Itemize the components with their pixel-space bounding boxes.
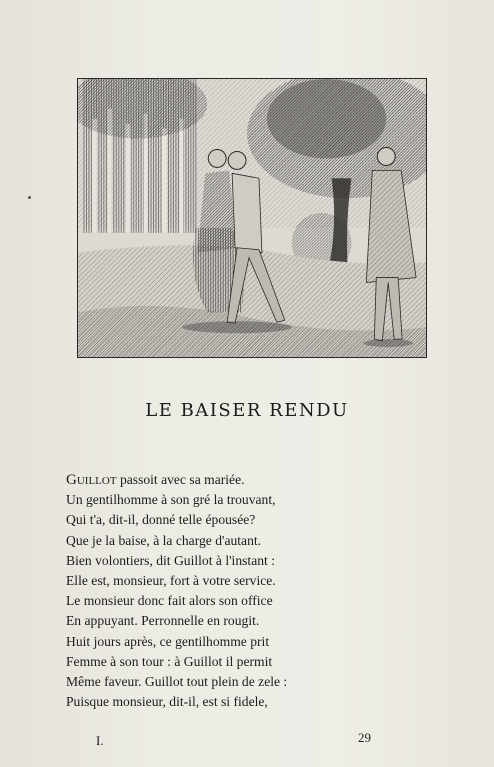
- engraving-artwork: [78, 79, 426, 357]
- engraving-illustration: [77, 78, 427, 358]
- poem-line: Le monsieur donc fait alors son office: [66, 593, 273, 609]
- poem-line: Que je la baise, à la charge d'autant.: [66, 532, 262, 548]
- signature-mark: I.: [96, 733, 104, 748]
- poem-line: Huit jours après, ce gentilhomme prit: [66, 633, 270, 649]
- poem-line: Femme à son tour : à Guillot il permit: [66, 653, 273, 669]
- poem-line-1: [66, 470, 466, 490]
- poem-first-line-rest: passoit avec sa mariée.: [116, 472, 245, 487]
- margin-speck: [28, 196, 31, 199]
- poem-body: [66, 470, 466, 712]
- poem-title: LE BAISER RENDU: [145, 400, 349, 421]
- poem-line: Un gentilhomme à son gré la trouvant,: [66, 492, 276, 508]
- poem-line: Qui t'a, dit-il, donné telle épousée?: [66, 512, 256, 528]
- poem-line: En appuyant. Perronnelle en rougit.: [66, 613, 260, 629]
- poem-first-word: Guillot: [66, 472, 117, 488]
- poem-line: Elle est, monsieur, fort à votre service.: [66, 573, 276, 589]
- birch-trees: [78, 79, 207, 233]
- poem-line: Puisque monsieur, dit-il, est si fidele,: [66, 694, 268, 710]
- poem-line: Même faveur. Guillot tout plein de zele :: [66, 674, 288, 690]
- page-number: 29: [358, 730, 371, 745]
- poem-line: Bien volontiers, dit Guillot à l'instant :: [66, 552, 275, 568]
